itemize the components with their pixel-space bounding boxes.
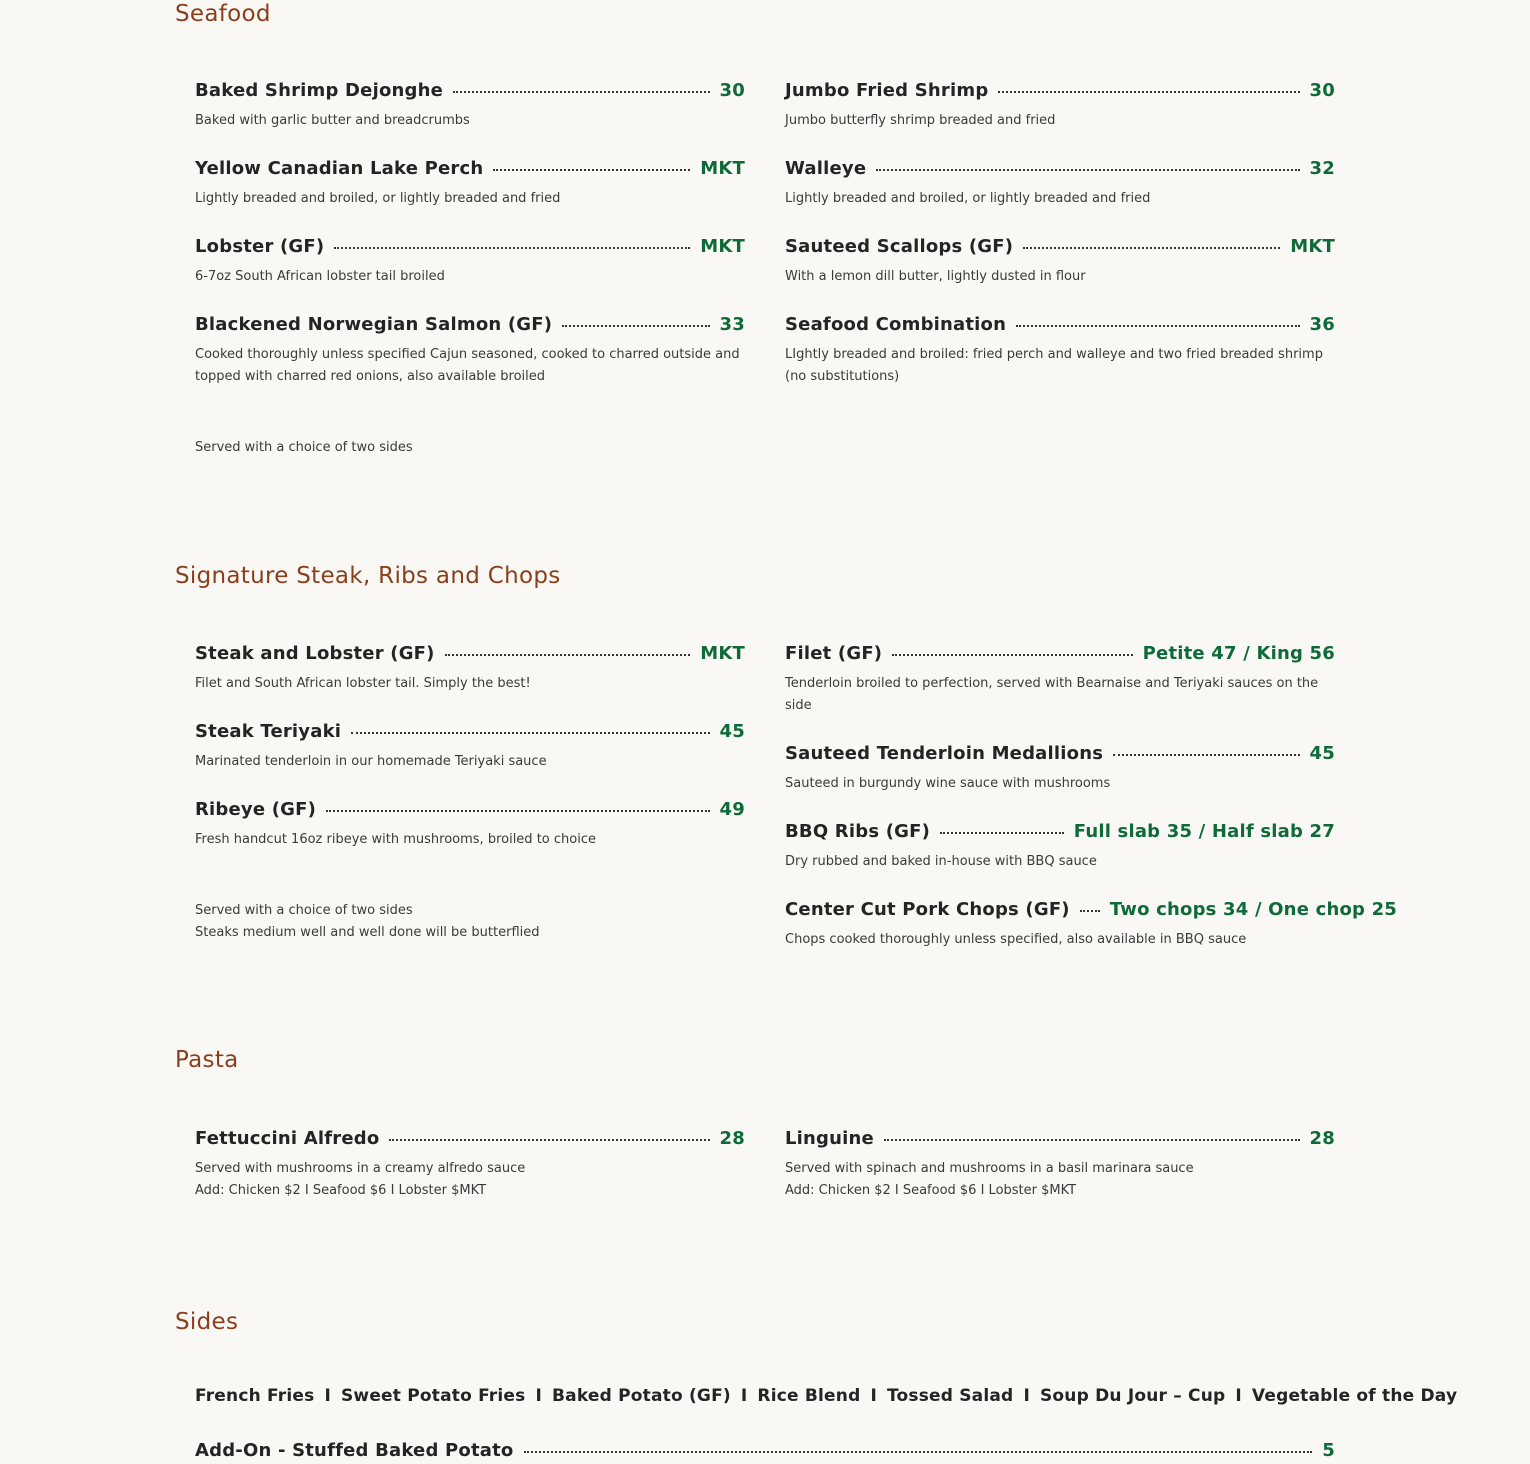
dotted-leader [445,654,691,656]
sides-list [195,1386,1457,1406]
separator: I [1023,1386,1030,1406]
item-name: Steak and Lobster (GF) [195,642,435,664]
description-line: Chops cooked thoroughly unless specified, also available in BBQ sauce [785,932,1247,947]
side-item: Vegetable of the Day [1251,1386,1458,1406]
note-line: Steaks medium well and well done will be butterflied [195,925,540,940]
steak-left-column [195,639,745,873]
dotted-leader [940,832,1064,834]
item-name: Seafood Combination [785,313,1007,335]
description-line: Filet and South African lobster tail. Simply the best! [195,676,531,691]
menu-item [785,310,1335,388]
item-name: Blackened Norwegian Salmon (GF) [195,313,553,335]
item-price: 30 [1309,79,1335,101]
dotted-leader [1023,247,1280,249]
description-line: Lightly breaded and broiled, or lightly breaded and fried [785,191,1151,206]
separator: I [870,1386,877,1406]
dotted-leader [1113,754,1299,756]
description-line: Sauteed in burgundy wine sauce with mushrooms [785,776,1111,791]
item-description [195,673,745,695]
dotted-leader [524,1451,1313,1453]
item-name: Filet (GF) [785,642,883,664]
seafood-right-column [785,76,1335,410]
dotted-leader [876,169,1299,171]
dotted-leader [998,91,1299,93]
item-price: 5 [1322,1439,1335,1461]
item-price: Two chops 34 / One chop 25 [1109,898,1398,920]
item-name: Center Cut Pork Chops (GF) [785,898,1070,920]
menu-item [785,232,1335,288]
item-price: 33 [719,313,745,335]
side-item: Baked Potato (GF) [552,1386,731,1406]
menu-item [195,795,745,851]
steak-note [195,900,540,944]
dotted-leader [493,169,690,171]
section-title-steak: Signature Steak, Ribs and Chops [175,563,561,589]
item-price: Full slab 35 / Half slab 27 [1073,820,1335,842]
item-name: Ribeye (GF) [195,798,317,820]
menu-item [195,232,745,288]
item-description [195,1158,745,1202]
dotted-leader [453,91,709,93]
item-price: 45 [1309,742,1335,764]
item-price: MKT [1290,235,1335,257]
item-price: MKT [700,642,745,664]
item-description [195,829,745,851]
item-price: MKT [700,235,745,257]
description-line: Served with mushrooms in a creamy alfredo sauce [195,1161,526,1176]
description-line: Jumbo butterfly shrimp breaded and fried [785,113,1056,128]
dotted-leader [351,732,709,734]
item-name: Add-On - Stuffed Baked Potato [195,1439,514,1461]
dotted-leader [326,810,709,812]
item-price: 32 [1309,157,1335,179]
menu-item [195,154,745,210]
item-name: Fettuccini Alfredo [195,1127,380,1149]
separator: I [535,1386,542,1406]
item-description [785,344,1335,388]
seafood-note [195,437,413,459]
item-price: 45 [719,720,745,742]
item-name: Linguine [785,1127,874,1149]
item-name: Jumbo Fried Shrimp [785,79,989,101]
side-item: Tossed Salad [886,1386,1014,1406]
side-item: Soup Du Jour – Cup [1039,1386,1226,1406]
menu-item [785,76,1335,132]
description-line: Tenderloin broiled to perfection, served with Bearnaise and Teriyaki sauces on the side [785,676,1319,713]
menu-item [785,1124,1335,1202]
item-description [785,1158,1335,1202]
dotted-leader [334,247,690,249]
side-item: Rice Blend [757,1386,861,1406]
description-line: Add: Chicken $2 I Seafood $6 I Lobster $MKT [195,1183,487,1198]
item-price: MKT [700,157,745,179]
description-line: 6-7oz South African lobster tail broiled [195,269,445,284]
description-line: Cooked thoroughly unless specified Cajun seasoned, cooked to charred outside and topped with charred red onions, also available broiled [195,347,740,384]
dotted-leader [562,325,709,327]
menu-item [195,639,745,695]
item-price: 28 [719,1127,745,1149]
pasta-left-column [195,1124,745,1224]
section-title-pasta: Pasta [175,1047,239,1073]
menu-item [195,1124,745,1202]
side-item: Sweet Potato Fries [340,1386,526,1406]
item-price: Petite 47 / King 56 [1142,642,1335,664]
item-description [195,344,745,388]
item-name: BBQ Ribs (GF) [785,820,931,842]
dotted-leader [1080,910,1100,912]
separator: I [740,1386,748,1406]
item-description [785,110,1335,132]
item-description [785,851,1335,873]
item-description [785,773,1335,795]
menu-item [195,76,745,132]
item-name: Sauteed Tenderloin Medallions [785,742,1104,764]
seafood-left-column [195,76,745,410]
side-item: French Fries [195,1386,315,1406]
item-name: Steak Teriyaki [195,720,342,742]
item-price: 36 [1309,313,1335,335]
menu-item [785,817,1335,873]
item-name: Yellow Canadian Lake Perch [195,157,484,179]
description-line: Dry rubbed and baked in-house with BBQ sauce [785,854,1097,869]
item-description [195,266,745,288]
description-line: LIghtly breaded and broiled: fried perch and walleye and two fried breaded shrimp (no substitutions) [785,347,1323,384]
item-name: Baked Shrimp Dejonghe [195,79,444,101]
menu-item [785,739,1335,795]
dotted-leader [1016,325,1299,327]
item-description [785,929,1335,951]
menu-item [785,154,1335,210]
section-title-seafood: Seafood [175,1,271,27]
item-price: 30 [719,79,745,101]
steak-right-column [785,639,1398,973]
item-description [785,266,1335,288]
separator: I [1235,1386,1242,1406]
separator: I [324,1386,331,1406]
note-line: Served with a choice of two sides [195,903,413,918]
item-name: Walleye [785,157,867,179]
description-line: Baked with garlic butter and breadcrumbs [195,113,470,128]
item-description [785,188,1335,210]
item-price: 49 [719,798,745,820]
description-line: With a lemon dill butter, lightly dusted in flour [785,269,1086,284]
item-description [785,673,1335,717]
item-price: 28 [1309,1127,1335,1149]
description-line: Served with spinach and mushrooms in a basil marinara sauce [785,1161,1194,1176]
item-description [195,188,745,210]
menu-item [785,639,1335,717]
item-name: Lobster (GF) [195,235,325,257]
menu-item [195,310,745,388]
note-line: Served with a choice of two sides [195,440,413,455]
menu-item [785,895,1398,951]
description-line: Lightly breaded and broiled, or lightly breaded and fried [195,191,561,206]
menu-item [195,717,745,773]
section-title-sides: Sides [175,1309,239,1335]
description-line: Marinated tenderloin in our homemade Teriyaki sauce [195,754,547,769]
item-name: Sauteed Scallops (GF) [785,235,1014,257]
pasta-right-column [785,1124,1335,1224]
dotted-leader [892,654,1132,656]
description-line: Add: Chicken $2 I Seafood $6 I Lobster $MKT [785,1183,1077,1198]
dotted-leader [884,1139,1300,1141]
dotted-leader [389,1139,709,1141]
item-description [195,751,745,773]
item-description [195,110,745,132]
addon-item [195,1436,1335,1464]
description-line: Fresh handcut 16oz ribeye with mushrooms, broiled to choice [195,832,596,847]
